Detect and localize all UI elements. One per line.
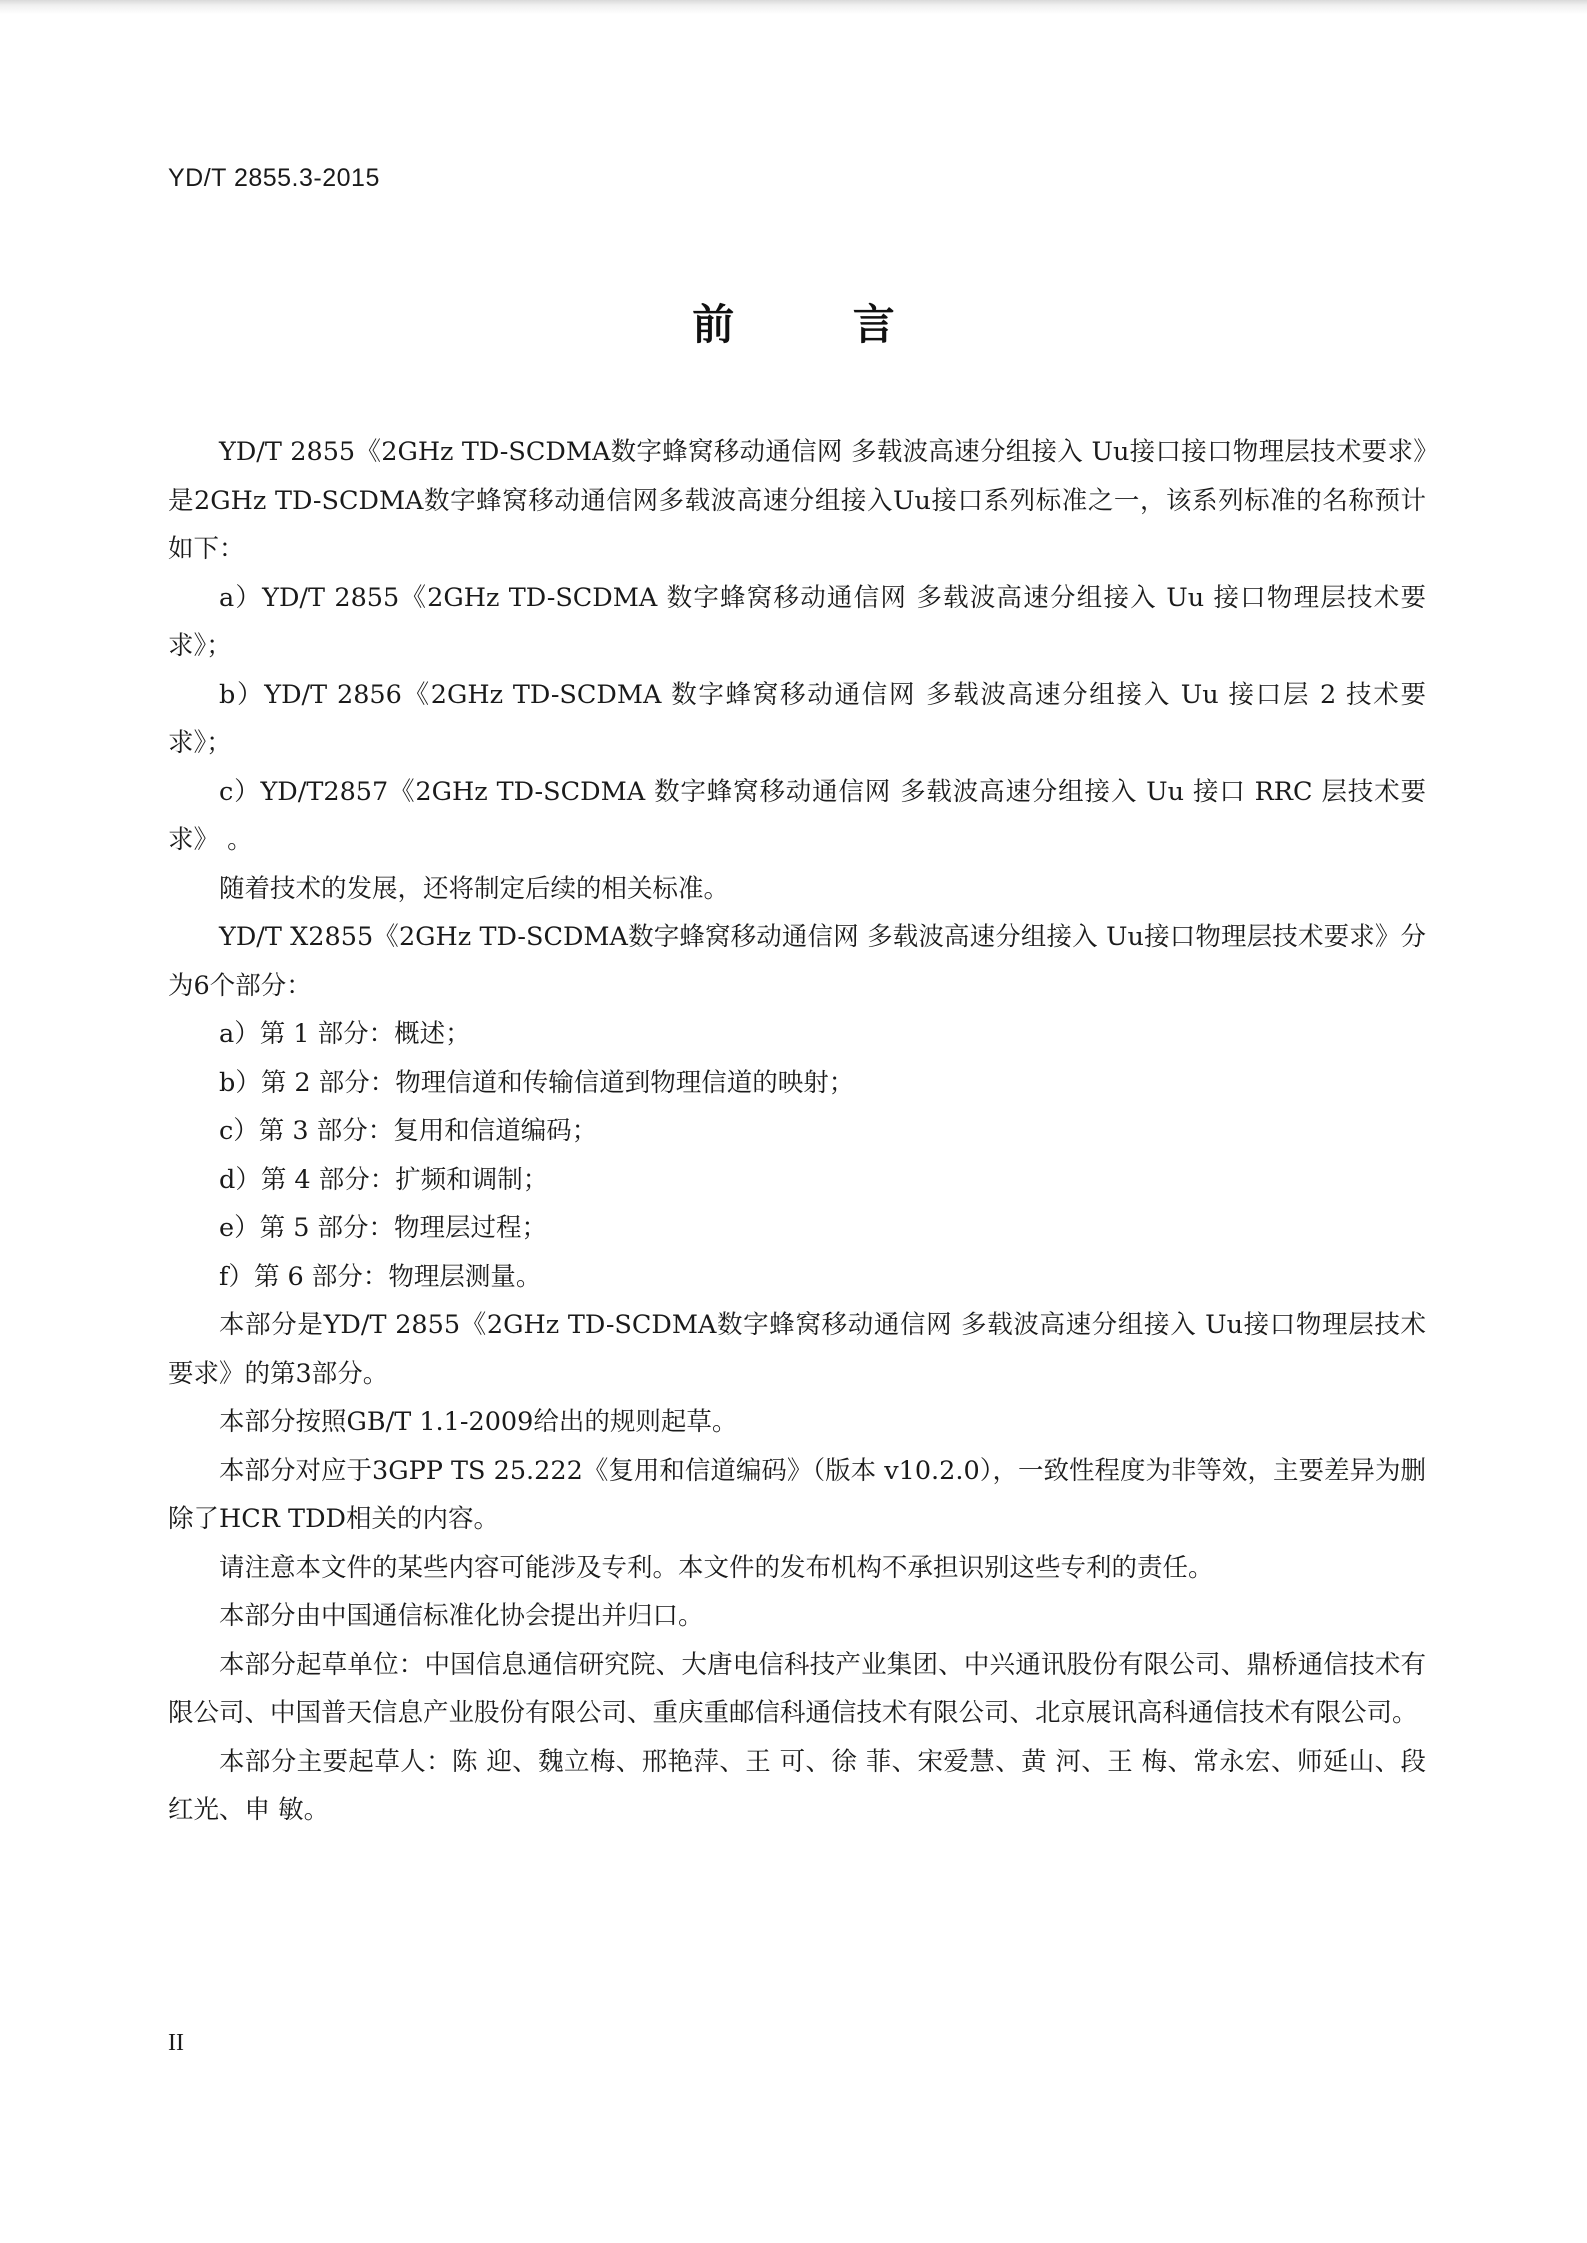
list-item-series-a: a）YD/T 2855《2GHz TD-SCDMA 数字蜂窝移动通信网 多载波高速分组接入 Uu 接口物理层技术要求》； [168, 582, 1426, 661]
page-title: 前 言 [692, 300, 947, 349]
list-item-part-2: b）第 2 部分：物理信道和传输信道到物理信道的映射； [219, 1067, 855, 1098]
list-item-series-c: c）YD/T2857《2GHz TD-SCDMA 数字蜂窝移动通信网 多载波高速分组接入 Uu 接口 RRC 层技术要求》 。 [168, 776, 1426, 855]
paragraph-proposer: 本部分由中国通信标准化协会提出并归口。 [219, 1601, 704, 1631]
list-item-part-4: d）第 4 部分：扩频和调制； [219, 1164, 549, 1195]
foreword-body [168, 428, 1426, 1835]
paragraph-future-standards: 随着技术的发展，还将制定后续的相关标准。 [219, 873, 730, 904]
list-item-part-1: a）第 1 部分：概述； [219, 1019, 471, 1049]
list-item-part-6: f）第 6 部分：物理层测量。 [219, 1261, 542, 1292]
scan-top-edge [0, 0, 1587, 14]
list-item-series-b: b）YD/T 2856《2GHz TD-SCDMA 数字蜂窝移动通信网 多载波高速分组接入 Uu 接口层 2 技术要求》； [168, 679, 1426, 758]
paragraph-this-part: 本部分是YD/T 2855《2GHz TD-SCDMA数字蜂窝移动通信网 多载波高速分组接入 Uu接口物理层技术要求》的第3部分。 [168, 1310, 1426, 1389]
paragraph-drafting-rules: 本部分按照GB/T 1.1-2009给出的规则起草。 [219, 1407, 738, 1437]
list-item-part-5: e）第 5 部分：物理层过程； [219, 1213, 548, 1243]
document-code: YD/T 2855.3-2015 [168, 164, 380, 192]
paragraph-correspondence: 本部分对应于3GPP TS 25.222《复用和信道编码》（版本 v10.2.0），一致性程度为非等效，主要差异为删除了HCR TDD相关的内容。 [168, 1455, 1426, 1534]
paragraph-drafters: 本部分主要起草人：陈 迎、魏立梅、邢艳萍、王 可、徐 菲、宋爱慧、黄 河、王 梅、常永宏、师延山、段红光、申 敏。 [168, 1746, 1426, 1825]
page-number: II [168, 2030, 184, 2056]
paragraph-drafting-units: 本部分起草单位：中国信息通信研究院、大唐电信科技产业集团、中兴通讯股份有限公司、鼎桥通信技术有限公司、中国普天信息产业股份有限公司、重庆重邮信科通信技术有限公司、北京展讯高科通信技术有限公司。 [168, 1649, 1426, 1728]
paragraph-patent-notice: 请注意本文件的某些内容可能涉及专利。本文件的发布机构不承担识别这些专利的责任。 [219, 1552, 1214, 1583]
list-item-part-3: c）第 3 部分：复用和信道编码； [219, 1116, 598, 1146]
paragraph-parts-intro: YD/T X2855《2GHz TD-SCDMA数字蜂窝移动通信网 多载波高速分组接入 Uu接口物理层技术要求》分为6个部分： [168, 922, 1426, 1001]
paragraph-series-intro: YD/T 2855《2GHz TD-SCDMA数字蜂窝移动通信网 多载波高速分组接入 Uu接口接口物理层技术要求》是2GHz TD-SCDMA数字蜂窝移动通信网多载波高速分组接入Uu接口系列标准之一，该系列标准的名称预计如下： [168, 437, 1426, 564]
